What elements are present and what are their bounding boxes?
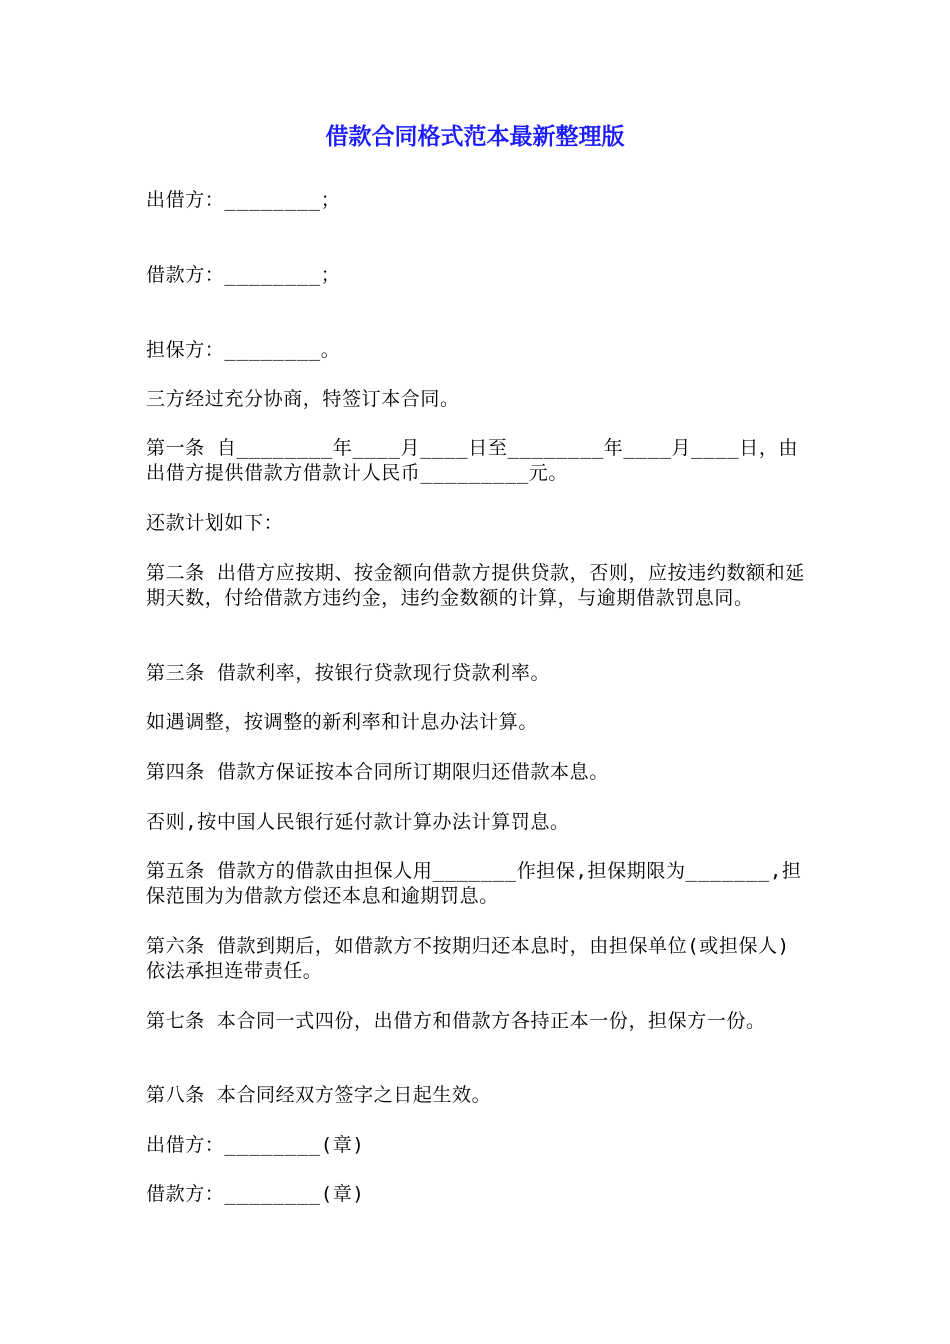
penalty-note: 否则,按中国人民银行延付款计算办法计算罚息。 [146,811,570,833]
rate-adjustment-note: 如遇调整，按调整的新利率和计息办法计算。 [146,711,539,733]
article-1: 第一条 自________年____月____日至________年____月____日，由出借方提供借款方借款计人民币_________元。 [146,437,799,484]
document-title: 借款合同格式范本最新整理版 [325,124,625,150]
article-8: 第八条 本合同经双方签字之日起生效。 [146,1084,492,1106]
guarantor-line: 担保方：________。 [146,339,341,361]
lender-line: 出借方：________； [146,189,341,211]
borrower-line: 借款方：________； [146,264,341,286]
article-7: 第七条 本合同一式四份，出借方和借款方各持正本一份，担保方一份。 [146,1010,766,1032]
lender-signature-line: 出借方：________(章) [146,1134,365,1156]
article-2: 第二条 出借方应按期、按金额向借款方提供贷款，否则，应按违约数额和延期天数，付给借款方违约金，违约金数额的计算，与逾期借款罚息同。 [146,562,805,609]
repayment-plan-heading: 还款计划如下： [146,512,284,534]
agreement-intro: 三方经过充分协商，特签订本合同。 [146,388,460,410]
article-5: 第五条 借款方的借款由担保人用_______作担保,担保期限为_______,担保范围为为借款方偿还本息和逾期罚息。 [146,860,802,907]
article-6: 第六条 借款到期后，如借款方不按期归还本息时，由担保单位(或担保人)依法承担连带责任。 [146,935,790,982]
borrower-signature-line: 借款方：________(章) [146,1183,365,1205]
article-3: 第三条 借款利率，按银行贷款现行贷款利率。 [146,662,551,684]
article-4: 第四条 借款方保证按本合同所订期限归还借款本息。 [146,761,609,783]
